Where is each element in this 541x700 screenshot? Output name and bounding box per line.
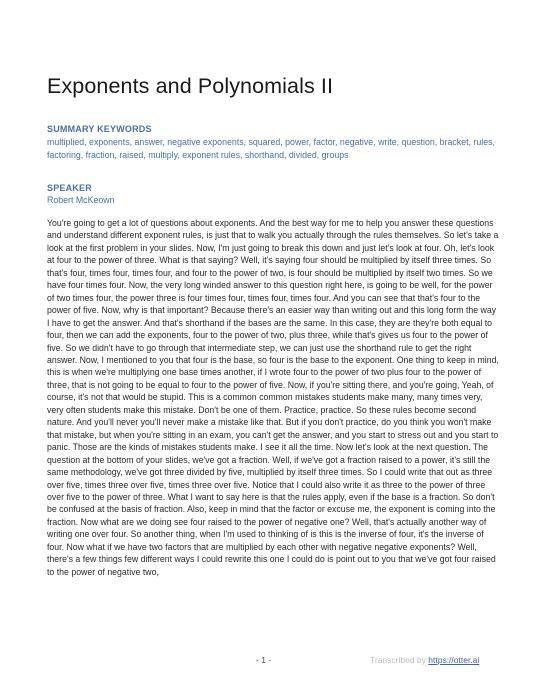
summary-keywords: multiplied, exponents, answer, negative exponents, squared, power, factor, negative, write, question, bracket, rules, factoring, fraction, raised, multiply, exponent rules, shorthand, divided, groups <box>47 137 495 160</box>
credit-prefix: Transcribed by <box>370 655 429 665</box>
otter-link[interactable]: https://otter.ai <box>428 655 480 665</box>
transcript-paragraph: You're going to get a lot of questions about exponents. And the best way for me to help you answer these questions and understand different exponent rules, is just that to walk you actually through the rules themselves. So let's take a look at the first problem in your slides. Now, I'm just going to break this down and just let's look at four. Oh, let's look at four to the power of three. What is that saying? Well, it's saying four should be multiplied by itself three times. So that's four, times four, times four, and four to the power of two, is four should be multiplied by itself two times. So we have four times four. Now, the very long winded answer to this question right here, is going to be well, for the power of two times four, the power three is four times four, times four, times four. And you can see that that's four to the power of five. Now, why is that important? Because there's an easier way than writing out and this long form the way I have to get the answer. And that's shorthand if the bases are the same. In this case, they are they're both equal to four, then we can add the exponents, four to the power of two, plus three, while that's gives us four to the power of five. So we didn't have to go through that intermediate step, we can just use the shorthand rule to get the right answer. Now, I mentioned to you that four is the base, so four is the base to the exponent. One thing to keep in mind, this is when we're multiplying one base times another, if I wrote four to the power of two plus four to the power of three, that is not going to be equal to four to the power of five. Now, if you're sitting there, and you're going, Yeah, of course, it's not that would be stupid. This is a common common mistakes students make many, many times very, very often students make this mistake. Don't be one of them. Practice, practice. So these rules become second nature. And you'll never you'll never make a mistake like that. But if you don't practice, do you think you won't make that mistake, but when you're sitting in an exam, you can't get the answer, and you start to stress out and you start to panic. Those are the kinds of mistakes students make. I see it all the time. Now let's look at the next question. The question at the bottom of your slides, we've got a fraction. Well, if we've got a fraction raised to a power, it's still the same methodology, we've got three divided by five, multiplied by itself three times. So I could write that out as three over five, times three over five, times three over five. Notice that I could also write it as three to the power of three over five to the power of three. What I want to say here is that the rules apply, even if the base is a fraction. So don't be confused at the basis of fraction. Also, keep in mind that the factor or excuse me, the exponent is coming into the fraction. Now what are we doing see four raised to the power of negative one? Well, that's actually another way of writing one over four. So another thing, when I'm used to thinking of is this is the inverse of four, it's the inverse of four. Now what if we have two factors that are multiplied by each other with negative negative exponents? Well, there's a few things few different ways I could rewrite this one I could do is point out to you that we've got four raised to the power of negative two, <box>47 218 499 577</box>
summary-keywords-heading: SUMMARY KEYWORDS <box>47 124 152 134</box>
speaker-heading: SPEAKER <box>47 183 92 193</box>
speaker-name: Robert McKeown <box>47 195 115 205</box>
transcription-credit <box>370 655 479 665</box>
page-number: - 1 - <box>256 655 272 665</box>
document-title: Exponents and Polynomials II <box>47 74 334 98</box>
